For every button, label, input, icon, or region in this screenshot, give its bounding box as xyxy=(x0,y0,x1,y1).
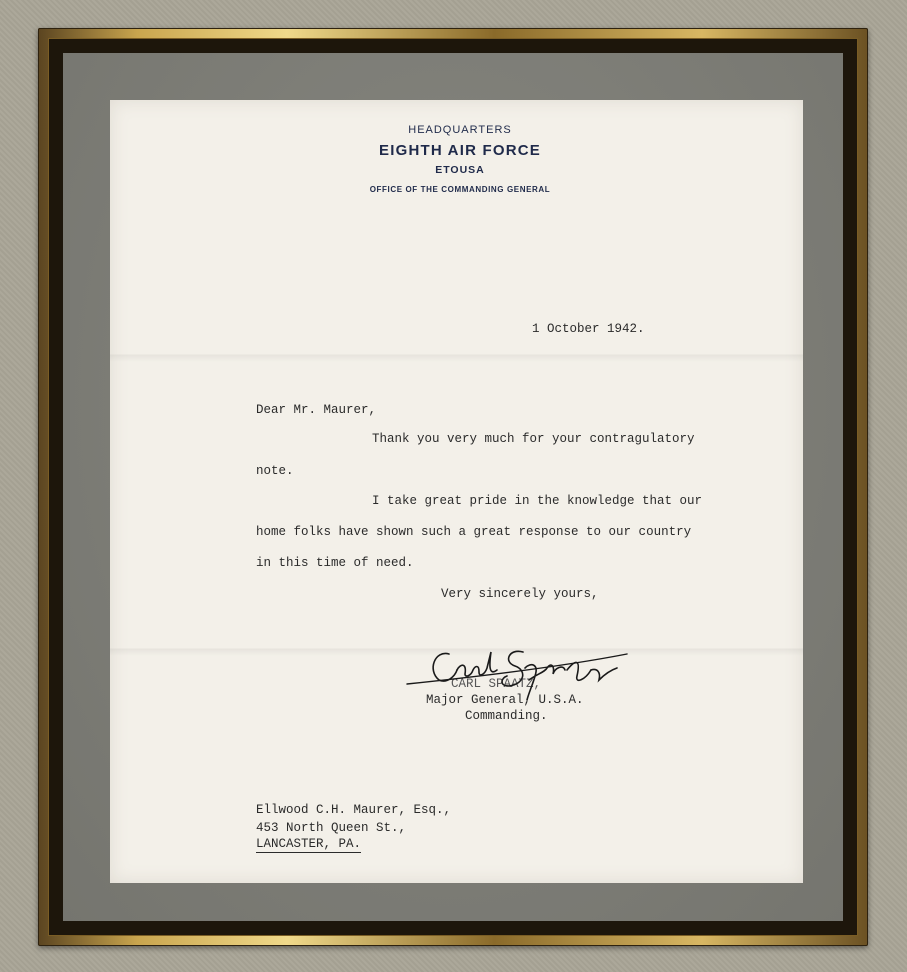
letter-body-line-3: I take great pride in the knowledge that our xyxy=(372,494,703,508)
letter-closing: Very sincerely yours, xyxy=(441,587,599,601)
recipient-street: 453 North Queen St., xyxy=(256,821,407,835)
letterhead-office: OFFICE OF THE COMMANDING GENERAL xyxy=(369,185,551,194)
signer-rank: Major General, U.S.A. xyxy=(426,693,584,707)
letter-paper xyxy=(110,100,803,883)
recipient-name: Ellwood C.H. Maurer, Esq., xyxy=(256,803,452,817)
letter-body-line-1: Thank you very much for your contragulatory xyxy=(372,432,695,446)
letter-body-line-5: in this time of need. xyxy=(256,556,414,570)
letter-date: 1 October 1942. xyxy=(532,322,645,336)
letter-body-line-4: home folks have shown such a great response to our country xyxy=(256,525,692,539)
signer-title: Commanding. xyxy=(465,709,548,723)
signer-name: CARL SPAATZ, xyxy=(451,677,542,691)
letterhead-etousa: ETOUSA xyxy=(435,164,485,176)
handwritten-signature xyxy=(405,640,635,710)
letterhead-eighth-air-force: EIGHTH AIR FORCE xyxy=(379,142,541,159)
letterhead-headquarters: HEADQUARTERS xyxy=(408,124,512,136)
recipient-city-text: LANCASTER, PA. xyxy=(256,837,362,851)
letter-salutation: Dear Mr. Maurer, xyxy=(256,403,377,417)
letter-body-line-2: note. xyxy=(256,464,294,478)
recipient-city xyxy=(256,837,361,851)
